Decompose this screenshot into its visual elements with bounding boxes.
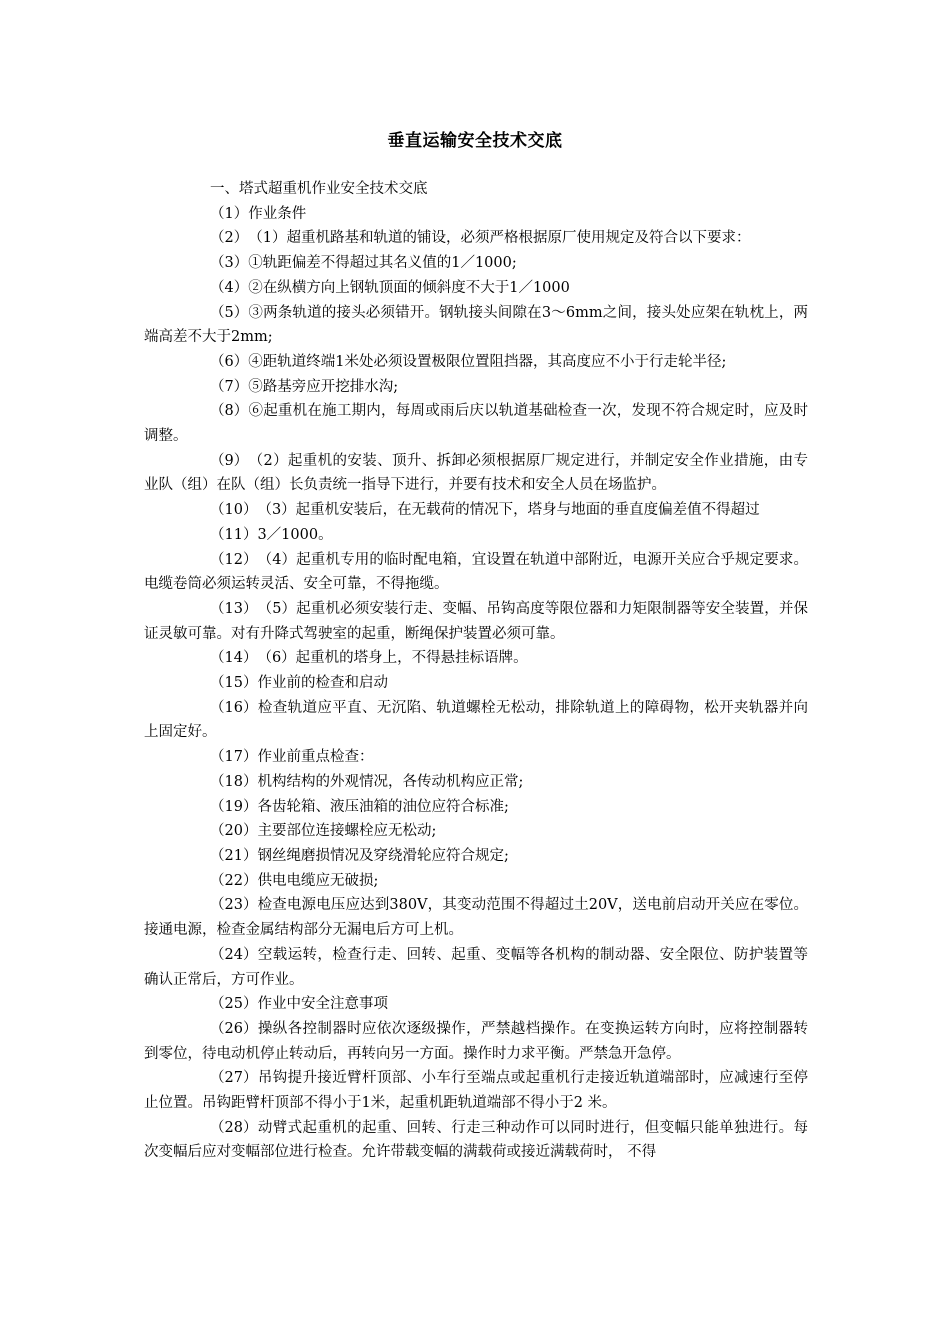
paragraph bbox=[144, 276, 808, 301]
paragraph-number: （6） bbox=[210, 353, 249, 370]
paragraph bbox=[144, 177, 808, 202]
paragraph-text: （2）起重机的安装、顶升、拆卸必须根据原厂规定进行，并制定安全作业措施，由专业队（组）在队（组）长负责统一指导下进行，并要有技术和安全人员在场监护。 bbox=[144, 452, 808, 494]
paragraph-text: （5）起重机必须安装行走、变幅、吊钩高度等限位器和力矩限制器等安全装置，并保证灵敏可靠。对有升降式驾驶室的起重，断绳保护装置必须可靠。 bbox=[144, 600, 808, 642]
paragraph-text: 钢丝绳磨损情况及穿绕滑轮应符合规定; bbox=[257, 847, 509, 864]
paragraph-text: ①轨距偏差不得超过其名义值的1／1000; bbox=[248, 255, 517, 272]
paragraph-text: ②在纵横方向上钢轨顶面的倾斜度不大于1／1000 bbox=[248, 279, 570, 296]
paragraph bbox=[144, 597, 808, 646]
paragraph-number: （9） bbox=[210, 452, 249, 469]
paragraph-text: 作业中安全注意事项 bbox=[257, 996, 388, 1013]
paragraph-text: 塔式超重机作业安全技术交底 bbox=[239, 181, 428, 197]
paragraph-text: （1）超重机路基和轨道的铺设，必须严格根据原厂使用规定及符合以下要求： bbox=[248, 230, 751, 247]
paragraph-text: （3）起重机安装后，在无载荷的情况下，塔身与地面的垂直度偏差值不得超过 bbox=[257, 502, 760, 519]
paragraph bbox=[144, 399, 808, 448]
paragraph-number: （3） bbox=[210, 255, 249, 272]
paragraph-number: （28） bbox=[210, 1119, 258, 1136]
paragraph bbox=[144, 671, 808, 696]
paragraph-text: ④距轨道终端1米处必须设置极限位置阻挡器，其高度应不小于行走轮半径; bbox=[248, 353, 727, 370]
paragraph-text: 检查电源电压应达到380V，其变动范围不得超过土20V，送电前启动开关应在零位。接通电源，检查金属结构部分无漏电后方可上机。 bbox=[144, 897, 808, 939]
paragraph-text: 作业前重点检查： bbox=[257, 749, 374, 766]
paragraph bbox=[144, 301, 808, 350]
paragraph-text: 3／1000。 bbox=[257, 526, 333, 543]
paragraph bbox=[144, 696, 808, 745]
paragraph bbox=[144, 226, 808, 251]
paragraph bbox=[144, 795, 808, 820]
paragraph bbox=[144, 770, 808, 795]
paragraph bbox=[144, 1017, 808, 1066]
document-body bbox=[144, 177, 808, 1165]
paragraph bbox=[144, 375, 808, 400]
paragraph bbox=[144, 943, 808, 992]
paragraph-text: ⑥起重机在施工期内，每周或雨后庆以轨道基础检查一次，发现不符合规定时，应及时调整。 bbox=[144, 403, 808, 445]
paragraph bbox=[144, 523, 808, 548]
paragraph-number: （11） bbox=[210, 526, 258, 543]
paragraph-number: （1） bbox=[210, 205, 249, 222]
paragraph bbox=[144, 819, 808, 844]
paragraph bbox=[144, 548, 808, 597]
paragraph-text: 主要部位连接螺栓应无松动; bbox=[257, 823, 437, 840]
paragraph-text: 空载运转，检查行走、回转、起重、变幅等各机构的制动器、安全限位、防护装置等确认正常后，方可作业。 bbox=[144, 946, 808, 988]
paragraph bbox=[144, 869, 808, 894]
paragraph-number: （15） bbox=[210, 675, 258, 692]
paragraph-number: （8） bbox=[210, 403, 249, 420]
paragraph-text: 作业条件 bbox=[248, 205, 307, 222]
paragraph-number: （18） bbox=[210, 773, 258, 790]
paragraph-text: 作业前的检查和启动 bbox=[257, 675, 388, 692]
paragraph-number: （27） bbox=[210, 1070, 258, 1087]
paragraph-number: （26） bbox=[210, 1020, 258, 1037]
paragraph-text: 动臂式起重机的起重、回转、行走三种动作可以同时进行，但变幅只能单独进行。每次变幅后应对变幅部位进行检查。允许带载变幅的满载荷或接近满载荷时， 不得 bbox=[144, 1119, 808, 1161]
paragraph-number: （19） bbox=[210, 798, 258, 815]
paragraph bbox=[144, 449, 808, 498]
paragraph-number: （10） bbox=[210, 502, 258, 519]
paragraph-number: （13） bbox=[210, 600, 258, 617]
document-title: 垂直运输安全技术交底 bbox=[387, 131, 563, 151]
paragraph bbox=[144, 844, 808, 869]
paragraph-number: （24） bbox=[210, 946, 258, 963]
paragraph bbox=[144, 992, 808, 1017]
paragraph-text: 各齿轮箱、液压油箱的油位应符合标准; bbox=[257, 798, 509, 815]
paragraph bbox=[144, 1116, 808, 1165]
paragraph-number: （2） bbox=[210, 230, 249, 247]
paragraph-number: （20） bbox=[210, 823, 258, 840]
paragraph-number: 一、 bbox=[210, 181, 239, 197]
paragraph-text: 操纵各控制器时应依次逐级操作，严禁越档操作。在变换运转方向时，应将控制器转到零位，待电动机停止转动后，再转向另一方面。操作时力求平衡。严禁急开急停。 bbox=[144, 1020, 808, 1062]
paragraph-text: 吊钩提升接近臂杆顶部、小车行至端点或起重机行走接近轨道端部时，应减速行至停止位置。吊钩距臂杆顶部不得小于1米，起重机距轨道端部不得小于2 米。 bbox=[144, 1070, 808, 1112]
paragraph-text: 检查轨道应平直、无沉陷、轨道螺栓无松动，排除轨道上的障碍物，松开夹轨器并向上固定好。 bbox=[144, 699, 808, 741]
paragraph-number: （21） bbox=[210, 847, 258, 864]
paragraph-text: （4）起重机专用的临时配电箱，宜设置在轨道中部附近，电源开关应合乎规定要求。电缆卷筒必须运转灵活、安全可靠，不得拖缆。 bbox=[144, 551, 808, 593]
paragraph bbox=[144, 1066, 808, 1115]
paragraph bbox=[144, 498, 808, 523]
paragraph bbox=[144, 745, 808, 770]
paragraph-number: （7） bbox=[210, 378, 249, 395]
paragraph-number: （22） bbox=[210, 872, 258, 889]
paragraph-text: ⑤路基旁应开挖排水沟; bbox=[248, 378, 399, 395]
paragraph-number: （12） bbox=[210, 551, 258, 568]
paragraph-text: 供电电缆应无破损; bbox=[257, 872, 379, 889]
paragraph-text: 机构结构的外观情况，各传动机构应正常; bbox=[257, 773, 524, 790]
paragraph-number: （5） bbox=[210, 304, 249, 321]
paragraph bbox=[144, 202, 808, 227]
paragraph-number: （16） bbox=[210, 699, 258, 716]
paragraph-number: （25） bbox=[210, 996, 258, 1013]
paragraph-number: （4） bbox=[210, 279, 249, 296]
paragraph bbox=[144, 350, 808, 375]
paragraph-text: （6）起重机的塔身上，不得悬挂标语牌。 bbox=[257, 650, 528, 667]
paragraph bbox=[144, 251, 808, 276]
paragraph-number: （14） bbox=[210, 650, 258, 667]
paragraph bbox=[144, 893, 808, 942]
paragraph-number: （17） bbox=[210, 749, 258, 766]
paragraph bbox=[144, 646, 808, 671]
paragraph-number: （23） bbox=[210, 897, 258, 914]
paragraph-text: ③两条轨道的接头必须错开。钢轨接头间隙在3～6mm之间，接头处应架在轨枕上，两端高差不大于2mm; bbox=[144, 304, 808, 346]
